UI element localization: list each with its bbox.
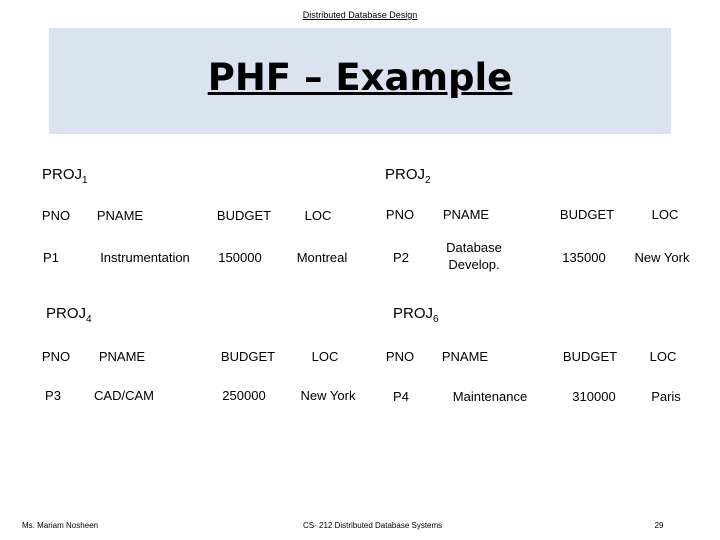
- relation-label-proj6: [393, 305, 439, 325]
- proj2-cell-loc: New York: [634, 250, 690, 265]
- proj2-header-pname: PNAME: [442, 207, 490, 222]
- proj1-cell-pno: P1: [43, 250, 59, 265]
- proj6-cell-pname: Maintenance: [452, 389, 528, 404]
- relation-label-proj1: [42, 166, 88, 186]
- proj4-cell-pno: P3: [45, 388, 61, 403]
- proj1-header-budget: BUDGET: [216, 208, 272, 223]
- proj2-header-budget: BUDGET: [559, 207, 615, 222]
- slide-title: PHF – Example: [207, 56, 513, 99]
- proj4-header-pname: PNAME: [98, 349, 146, 364]
- proj4-cell-pname: CAD/CAM: [94, 388, 154, 403]
- proj6-header-pno: PNO: [385, 349, 415, 364]
- relation-name: PROJ: [46, 305, 87, 322]
- relation-subscript: 1: [82, 175, 88, 186]
- proj1-header-pname: PNAME: [96, 208, 144, 223]
- proj1-cell-loc: Montreal: [296, 250, 348, 265]
- proj4-header-loc: LOC: [311, 349, 339, 364]
- proj6-cell-loc: Paris: [651, 389, 681, 404]
- relation-name: PROJ: [393, 305, 434, 322]
- proj1-cell-pname: Instrumentation: [100, 250, 190, 265]
- footer-page-number: 29: [654, 521, 664, 530]
- proj2-header-loc: LOC: [651, 207, 679, 222]
- proj4-header-budget: BUDGET: [220, 349, 276, 364]
- header-subject: Distributed Database Design: [302, 10, 418, 20]
- relation-subscript: 2: [425, 175, 431, 186]
- relation-subscript: 4: [86, 314, 92, 325]
- proj6-cell-budget: 310000: [572, 389, 616, 404]
- proj6-header-budget: BUDGET: [562, 349, 618, 364]
- proj2-cell-pno: P2: [393, 250, 409, 265]
- relation-name: PROJ: [42, 166, 83, 183]
- proj2-cell-pname: Database Develop.: [446, 240, 502, 272]
- relation-name: PROJ: [385, 166, 426, 183]
- proj1-header-pno: PNO: [41, 208, 71, 223]
- proj2-header-pno: PNO: [385, 207, 415, 222]
- relation-label-proj4: [46, 305, 92, 325]
- proj2-cell-budget: 135000: [562, 250, 606, 265]
- proj6-header-pname: PNAME: [441, 349, 489, 364]
- footer-author: Ms. Mariam Nosheen: [22, 521, 99, 530]
- relation-label-proj2: [385, 166, 431, 186]
- proj1-header-loc: LOC: [304, 208, 332, 223]
- proj6-cell-pno: P4: [393, 389, 409, 404]
- proj4-cell-budget: 250000: [222, 388, 266, 403]
- proj1-cell-budget: 150000: [218, 250, 262, 265]
- proj6-header-loc: LOC: [649, 349, 677, 364]
- footer-course: CS- 212 Distributed Database Systems: [303, 521, 443, 530]
- relation-subscript: 6: [433, 314, 439, 325]
- proj4-cell-loc: New York: [300, 388, 356, 403]
- proj4-header-pno: PNO: [41, 349, 71, 364]
